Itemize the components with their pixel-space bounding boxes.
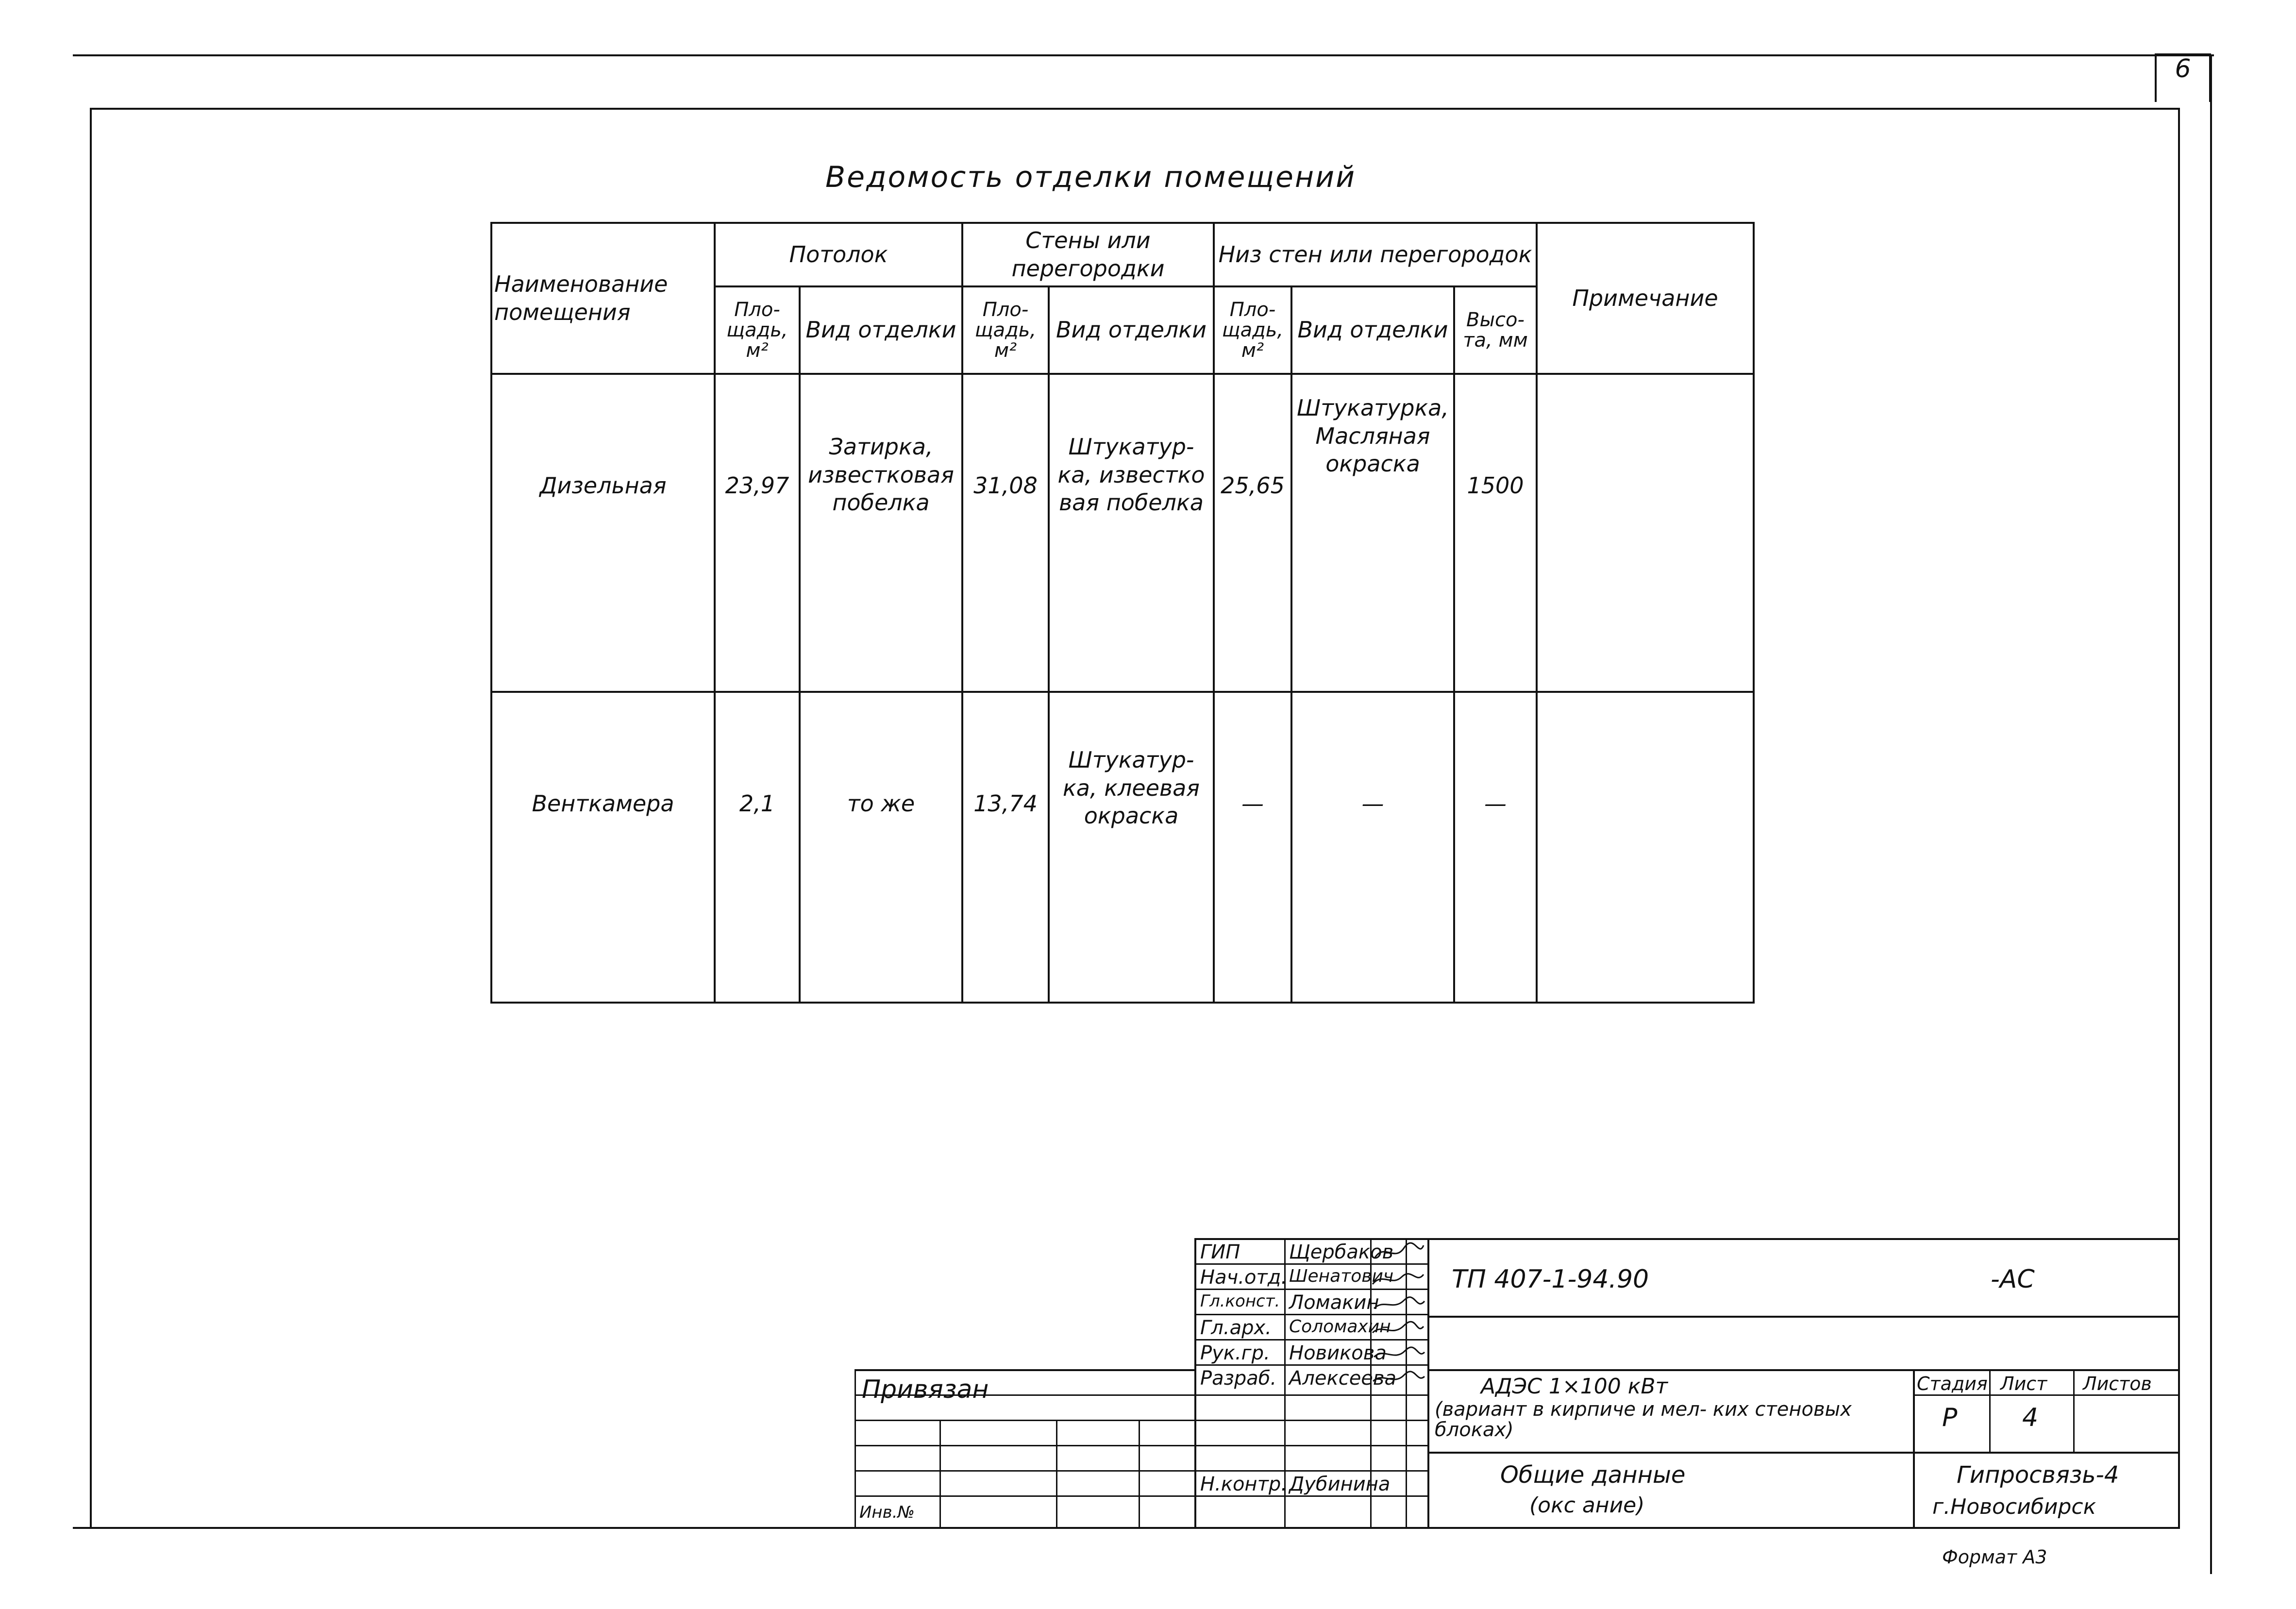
stage-value: Р xyxy=(1942,1403,1958,1432)
finishing-schedule-table xyxy=(490,222,1755,1004)
ceiling-finish: то же xyxy=(800,692,962,1003)
project-variant: (вариант в кирпиче и мел- ких стеновых блоках) xyxy=(1435,1398,1852,1441)
document-title: Ведомость отделки помещений xyxy=(825,160,1357,194)
table-row xyxy=(491,374,1754,692)
sheet-title-continued: (окс ание) xyxy=(1529,1493,1645,1518)
lower-finish: — xyxy=(1291,692,1454,1003)
role-norm-control: Н.контр. xyxy=(1200,1473,1287,1495)
sheet-format: Формат А3 xyxy=(1942,1546,2047,1568)
document-code: ТП 407-1-94.90 xyxy=(1452,1265,1649,1294)
header-lower-walls: Низ стен или перегородок xyxy=(1214,223,1537,286)
top-rule xyxy=(73,54,2214,56)
inventory-number-label: Инв.№ xyxy=(859,1503,915,1522)
header-ceiling: Потолок xyxy=(715,223,962,286)
page-number: 6 xyxy=(2175,54,2191,84)
header-lower-finish-type: Вид отделки xyxy=(1291,286,1454,374)
header-room-name: Наименование помещения xyxy=(491,223,715,374)
sheet-title: Общие данные xyxy=(1500,1461,1686,1489)
table-row xyxy=(491,692,1754,1003)
name-dubinina: Дубинина xyxy=(1289,1473,1391,1495)
name-alekseeva: Алексеева xyxy=(1289,1367,1396,1390)
lower-height: 1500 xyxy=(1454,374,1537,692)
role-chief-architect: Гл.арх. xyxy=(1200,1317,1272,1339)
privyazan-label: Привязан xyxy=(862,1375,989,1404)
role-head-dept: Нач.отд. xyxy=(1200,1266,1288,1289)
document-code-suffix: -АС xyxy=(1991,1265,2035,1294)
title-block xyxy=(855,1238,2180,1529)
header-ceiling-area: Пло- щадь, м² xyxy=(715,286,800,374)
ceiling-finish: Затирка, известковая побелка xyxy=(800,374,962,692)
lower-finish: Штукатурка, Масляная окраска xyxy=(1291,374,1454,692)
walls-finish: Штукатур- ка, клеевая окраска xyxy=(1049,692,1214,1003)
outer-right-border xyxy=(2210,54,2212,1574)
walls-area: 31,08 xyxy=(962,374,1049,692)
role-gip: ГИП xyxy=(1200,1241,1240,1263)
sheet-value: 4 xyxy=(2022,1403,2039,1432)
room-name: Венткамера xyxy=(491,692,715,1003)
signatures xyxy=(1370,1238,1428,1393)
header-lower-area: Пло- щадь, м² xyxy=(1214,286,1291,374)
lower-height: — xyxy=(1454,692,1537,1003)
ceiling-area: 23,97 xyxy=(715,374,800,692)
ceiling-area: 2,1 xyxy=(715,692,800,1003)
frame-left xyxy=(90,108,92,1528)
note xyxy=(1537,374,1754,692)
sheet-label: Лист xyxy=(2000,1373,2047,1394)
header-walls-finish-type: Вид отделки xyxy=(1049,286,1214,374)
header-walls-area: Пло- щадь, м² xyxy=(962,286,1049,374)
header-note: Примечание xyxy=(1537,223,1754,374)
name-shcherbakov: Щербаков xyxy=(1289,1241,1394,1263)
name-shenatovich: Шенатович xyxy=(1289,1266,1394,1286)
header-walls: Стены или перегородки xyxy=(962,223,1214,286)
lower-area: — xyxy=(1214,692,1291,1003)
lower-area: 25,65 xyxy=(1214,374,1291,692)
role-group-lead: Рук.гр. xyxy=(1200,1342,1270,1364)
walls-finish: Штукатур- ка, известко вая побелка xyxy=(1049,374,1214,692)
name-solomakhin: Соломахин xyxy=(1289,1317,1391,1337)
name-novikova: Новикова xyxy=(1289,1342,1387,1364)
stage-label: Стадия xyxy=(1917,1373,1988,1394)
sheets-label: Листов xyxy=(2083,1373,2152,1394)
frame-top xyxy=(90,108,2180,110)
note xyxy=(1537,692,1754,1003)
organization-city: г.Новосибирск xyxy=(1932,1494,2096,1519)
project-name: АДЭС 1×100 кВт xyxy=(1481,1374,1668,1399)
organization-name: Гипросвязь-4 xyxy=(1957,1461,2119,1489)
header-lower-height: Высо- та, мм xyxy=(1454,286,1537,374)
header-ceiling-finish-type: Вид отделки xyxy=(800,286,962,374)
walls-area: 13,74 xyxy=(962,692,1049,1003)
name-lomakin: Ломакин xyxy=(1289,1291,1379,1314)
role-chief-constructor: Гл.конст. xyxy=(1200,1291,1280,1311)
room-name: Дизельная xyxy=(491,374,715,692)
role-developer: Разраб. xyxy=(1200,1367,1277,1390)
